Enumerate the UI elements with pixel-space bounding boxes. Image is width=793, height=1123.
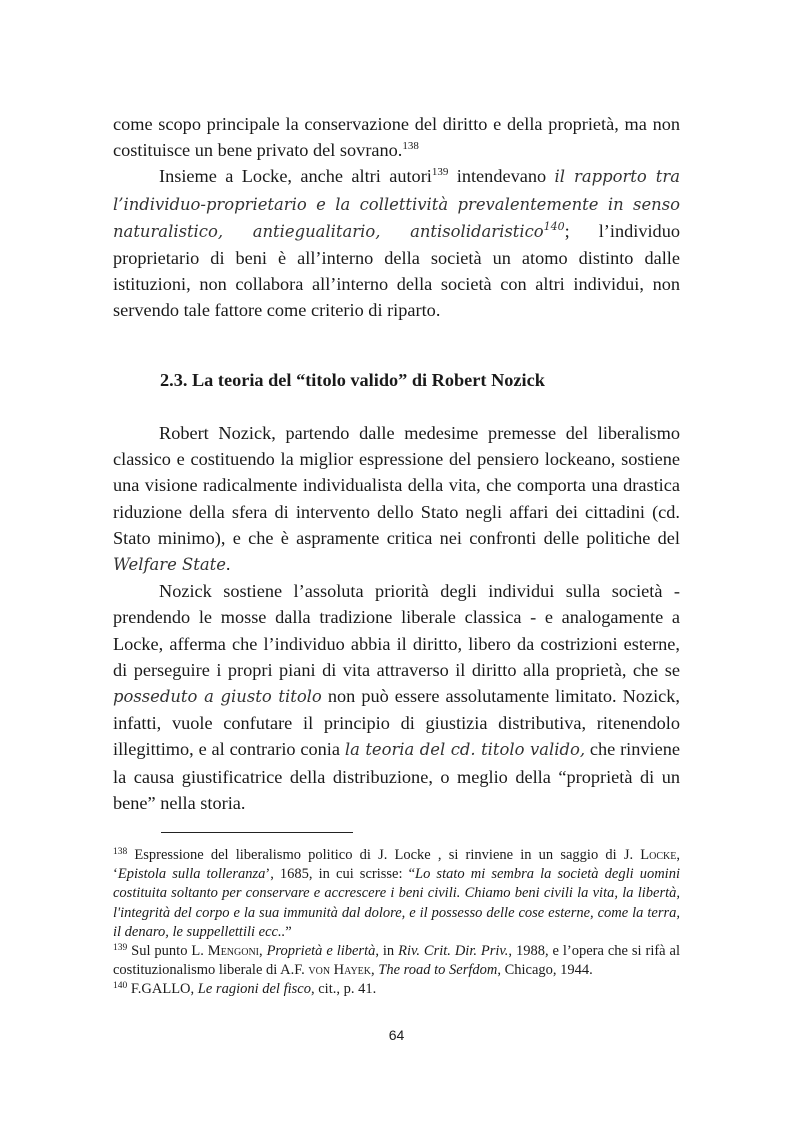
footnote-139: $^{139}$ Sul punto L. Mengoni, Proprietà e libertà, in Riv. Crit. Dir. Priv., 1988, e l’opera che si rifà al costituzionalismo liberale di A.F. von Hayek, The road to Serfdom, Chicago, 1944. <box>113 943 680 979</box>
nozick-section-body <box>113 420 680 816</box>
nozick-paragraph-2: Nozick sostiene l’assoluta priorità degli individui sulla società - prendendo le mosse dalla tradizione liberale classica - e analogamente a Locke, afferma che l’individuo abbia il diritto, libero da costrizioni esterne, di perseguire i propri piani di vita attraverso il diritto alla proprietà, che se posseduto a giusto titolo non può essere assolutamente limitato. Nozick, infatti, vuole confutare il principio di giustizia distributiva, ritenendolo illegittimo, e al contrario conia la teoria del cd. titolo valido, che rinviene la causa giustificatrice della distribuzione, o meglio della “proprietà di un bene” nella storia. <box>113 581 680 813</box>
section-heading: 2.3. La teoria del “titolo valido” di Robert Nozick <box>160 370 545 390</box>
paragraph-text: come scopo principale la conservazione del diritto e della proprietà, ma non costituisce un bene privato del sovrano. <box>113 114 680 161</box>
nozick-paragraph-1: Robert Nozick, partendo dalle medesime premesse del liberalismo classico e costituendo la miglior espressione del pensiero lockeano, sostiene una visione radicalmente individualista della vita, che comporta una drastica riduzione della sfera di intervento dello Stato negli affari dei cittadini (cd. Stato minimo), e che è aspramente critica nei confronti delle politiche del Welfare State. <box>113 423 680 575</box>
footnote-ref-140[interactable]: 140 <box>543 219 565 233</box>
italic-term: la teoria del cd. titolo valido, <box>344 740 586 760</box>
footnote-ref-139[interactable]: 139 <box>431 166 449 179</box>
footnote-ref-138[interactable]: 138 <box>402 140 419 153</box>
italic-quote: il rapporto tra l’individuo-proprietario e la collettività prevalentemente in senso naturalistico, antiegualitario, antisolidaristico <box>113 167 680 241</box>
footnotes <box>113 846 680 1000</box>
top-paragraph <box>113 111 680 324</box>
footnote-138: $^{138}$ Espressione del liberalismo politico di J. Locke , si rinviene in un saggio di J. Locke, ‘Epistola sulla tolleranza’, 1685, in cui scrisse: “Lo stato mi sembra la società degli uomini costituita soltanto per conservare e accrescere i beni civili. Chiamo beni civili la vita, la libertà, l'integrità del corpo e la sua immunità dal dolore, e il possesso delle cose esterne, come la terra, il denaro, le suppellettili ecc..” <box>113 847 680 940</box>
italic-term: posseduto a giusto titolo <box>113 687 322 707</box>
italic-term: Welfare State <box>113 555 226 575</box>
locke-paragraph: Insieme a Locke, anche altri autori$^{139}$ intendevano il rapporto tra l’individuo-proprietario e la collettività prevalentemente in senso naturalistico, antiegualitario, antisolidaristico$^{140}$; l’individuo proprietario di beni è all’interno della società un atomo distinto dalle istituzioni, non collabora all’interno della società con altri individui, non servendo tale fattore come criterio di riparto. <box>113 166 680 321</box>
page-number: 64 <box>388 1027 405 1043</box>
footnote-separator <box>161 832 353 833</box>
footnote-140: $^{140}$ F.GALLO, Le ragioni del fisco, cit., p. 41. <box>113 981 377 998</box>
